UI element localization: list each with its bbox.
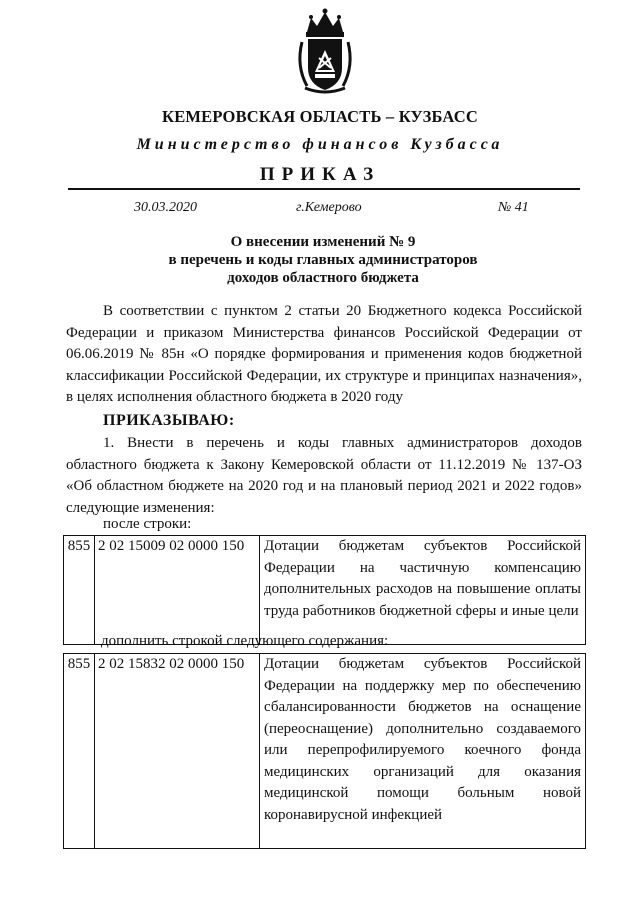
description-cell: [260, 536, 586, 645]
order-date: 30.03.2020: [134, 200, 197, 215]
description-spacer: [264, 826, 581, 848]
table-row: [64, 654, 586, 849]
ordering-word: ПРИКАЗЫВАЮ:: [103, 412, 235, 429]
existing-row-table: [63, 535, 586, 645]
item-1-line: 1. Внести в перечень и коды главных администраторов доходов: [103, 435, 582, 451]
description-line: сбалансированности бюджетов на оснащение: [264, 699, 581, 715]
item-1-line: следующие изменения:: [66, 499, 215, 516]
admin-code-cell: 855: [64, 536, 95, 645]
description-line: или перепрофилируемого коечного фонда: [264, 742, 581, 758]
preamble-line: в целях исполнения областного бюджета в 2020 году: [66, 389, 403, 405]
description-line: Федерации на частичную компенсацию: [264, 559, 581, 576]
revenue-code-cell: 2 02 15009 02 0000 150: [95, 536, 260, 645]
preamble-line: В соответствии с пунктом 2 статьи 20 Бюджетного кодекса Российской: [103, 303, 582, 319]
preamble-line: классификации Российской Федерации, их структуре и принципах назначения»,: [66, 367, 582, 384]
description-line: медицинских организаций для оказания: [264, 763, 581, 780]
after-row-label: после строки:: [103, 516, 192, 532]
description-cell: [260, 654, 586, 849]
subject-line: О внесении изменений № 9: [230, 234, 416, 250]
order-subject: [60, 233, 586, 287]
admin-code-cell: 855: [64, 654, 95, 849]
table-row: [64, 536, 586, 645]
item-1-paragraph: [66, 433, 582, 519]
description-line: дополнительных расходов на повышение оплаты: [264, 581, 581, 597]
description-line: медицинской помощи больным новой: [264, 785, 581, 801]
description-line: труда работников бюджетной сферы и иные цели: [264, 602, 579, 619]
subject-line: в перечень и коды главных администраторов: [168, 252, 478, 268]
header-divider: [68, 188, 580, 190]
new-row-table: [63, 653, 586, 849]
order-city: г.Кемерово: [296, 200, 362, 215]
region-title: КЕМЕРОВСКАЯ ОБЛАСТЬ – КУЗБАСС: [162, 107, 478, 126]
preamble-paragraph: [66, 301, 582, 409]
document-type-title: ПРИКАЗ: [259, 164, 381, 185]
add-row-label: дополнить строкой следующего содержания:: [101, 633, 389, 649]
kuzbass-coat-of-arms-icon: [293, 6, 357, 96]
preamble-line: 06.06.2019 № 85н «О порядке формирования и применения кодов бюджетной: [66, 346, 582, 362]
revenue-code-cell: 2 02 15832 02 0000 150: [95, 654, 260, 849]
description-line: Дотации бюджетам субъектов Российской: [264, 538, 581, 554]
item-1-line: областного бюджета к Закону Кемеровской области от 11.12.2019 № 137-ОЗ: [66, 456, 582, 473]
ministry-name: Министерство финансов Кузбасса: [136, 136, 504, 153]
description-line: коронавирусной инфекцией: [264, 806, 443, 823]
item-1-line: «Об областном бюджете на 2020 год и на плановый период 2021 и 2022 годов»: [66, 478, 582, 494]
description-line: Федерации на поддержку мер по обеспечению: [264, 677, 581, 694]
preamble-line: Федерации и приказом Министерства финансов Российской Федерации от: [66, 324, 582, 341]
order-number: № 41: [498, 200, 529, 215]
description-line: Дотации бюджетам субъектов Российской: [264, 656, 581, 672]
subject-line: доходов областного бюджета: [227, 270, 419, 286]
description-line: (переоснащение) дополнительно создаваемого: [264, 720, 581, 737]
